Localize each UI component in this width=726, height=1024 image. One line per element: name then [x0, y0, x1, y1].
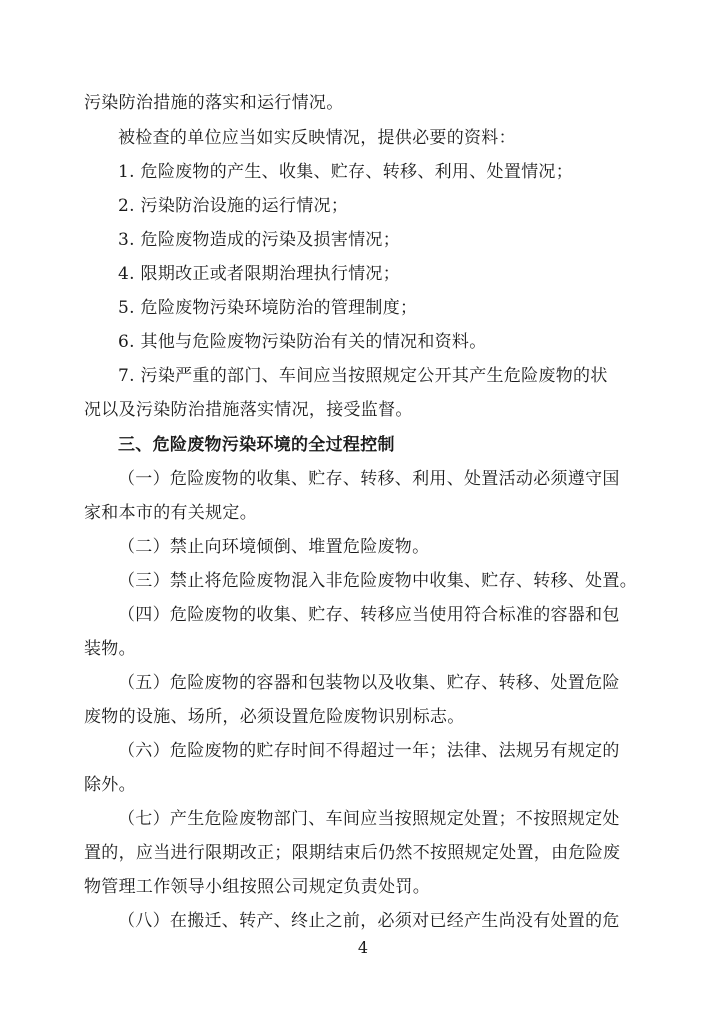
section-heading: 三、危险废物污染环境的全过程控制: [118, 435, 395, 455]
list-item-5: 5. 危险废物污染环境防治的管理制度；: [118, 298, 418, 318]
text-line: 物管理工作领导小组按照公司规定负责处罚。: [84, 877, 430, 897]
text-line: 除外。: [84, 775, 136, 795]
list-item-2: 2. 污染防治设施的运行情况；: [118, 196, 349, 216]
text-line: 污染防治措施的落实和运行情况。: [84, 93, 344, 113]
clause-6: （六）危险废物的贮存时间不得超过一年；法律、法规另有规定的: [118, 741, 620, 761]
clause-8: （八）在搬迁、转产、终止之前，必须对已经产生尚没有处置的危: [118, 911, 620, 931]
list-item-3: 3. 危险废物造成的污染及损害情况；: [118, 230, 401, 250]
clause-2: （二）禁止向环境倾倒、堆置危险废物。: [118, 537, 430, 557]
text-line: 废物的设施、场所，必须设置危险废物识别标志。: [84, 707, 465, 727]
list-item-7: 7. 污染严重的部门、车间应当按照规定公开其产生危险废物的状: [118, 366, 608, 386]
text-line: 置的，应当进行限期改正；限期结束后仍然不按照规定处置，由危险废: [84, 843, 621, 863]
clause-5: （五）危险废物的容器和包装物以及收集、贮存、转移、处置危险: [118, 673, 620, 693]
text-line: 装物。: [84, 639, 136, 659]
clause-3: （三）禁止将危险废物混入非危险废物中收集、贮存、转移、处置。: [118, 571, 637, 591]
text-line: 家和本市的有关规定。: [84, 503, 257, 523]
text-line: 被检查的单位应当如实反映情况，提供必要的资料：: [118, 128, 516, 148]
clause-4: （四）危险废物的收集、贮存、转移应当使用符合标准的容器和包: [118, 605, 620, 625]
clause-1: （一）危险废物的收集、贮存、转移、利用、处置活动必须遵守国: [118, 469, 620, 489]
page-number: 4: [357, 938, 369, 957]
list-item-4: 4. 限期改正或者限期治理执行情况；: [118, 264, 401, 284]
text-line: 况以及污染防治措施落实情况，接受监督。: [84, 400, 413, 420]
list-item-6: 6. 其他与危险废物污染防治有关的情况和资料。: [118, 332, 487, 352]
list-item-1: 1. 危险废物的产生、收集、贮存、转移、利用、处置情况；: [118, 162, 574, 182]
clause-7: （七）产生危险废物部门、车间应当按照规定处置；不按照规定处: [118, 809, 620, 829]
